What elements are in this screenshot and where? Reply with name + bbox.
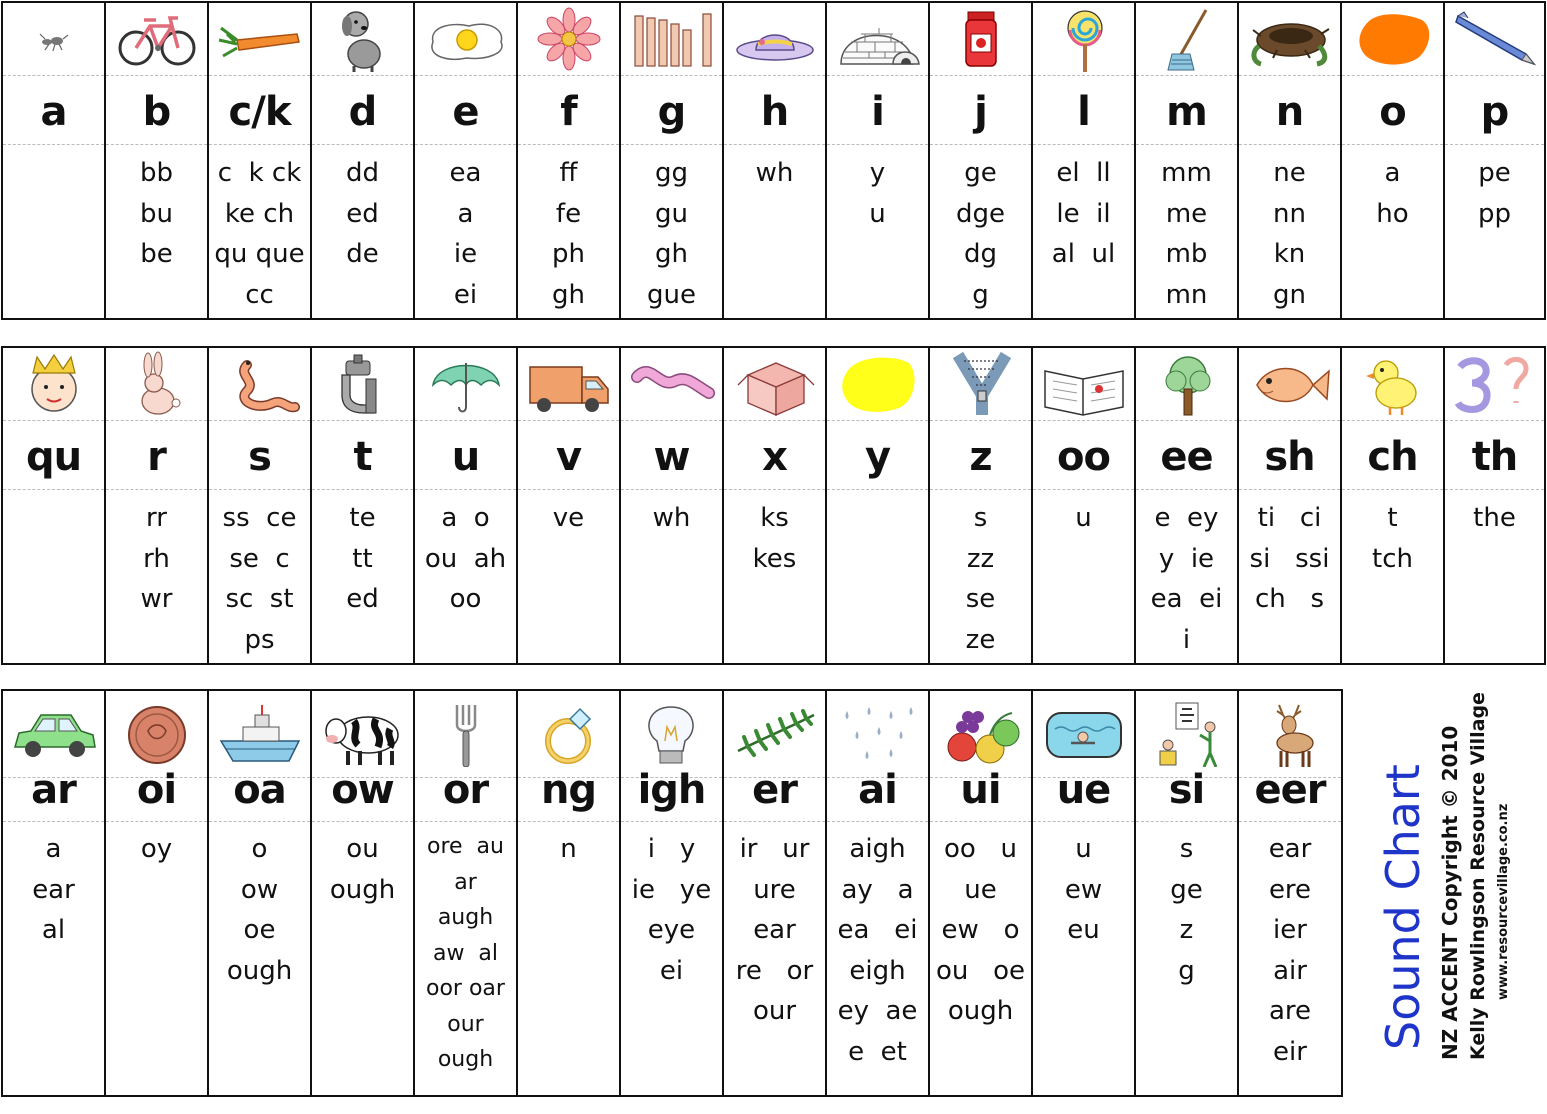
yellow-blob-icon [827, 348, 928, 420]
snake-icon [209, 348, 310, 420]
cut-line [621, 420, 722, 421]
egg-icon [415, 3, 516, 75]
cut-line [621, 144, 722, 145]
alternative-spellings: the [1473, 503, 1516, 533]
sound-card-a [3, 3, 106, 318]
mop-icon [1136, 3, 1237, 75]
cut-line [1033, 420, 1134, 421]
copyright-line: NZ ACCENT Copyright © 2010 [1438, 725, 1462, 1060]
sound-card-si [1136, 691, 1239, 1095]
sound-card-h [724, 3, 827, 318]
hat-icon [724, 3, 825, 75]
cut-line [1136, 144, 1237, 145]
zip-icon [930, 348, 1031, 420]
alternative-spellings: ge dge dg g [955, 158, 1005, 310]
alternative-spellings: gg gu gh gue [647, 158, 696, 310]
cut-line [1239, 821, 1341, 822]
alternative-spellings: ne nn kn gn [1273, 158, 1306, 310]
alternative-spellings: t tch [1372, 503, 1413, 574]
cut-line [724, 75, 825, 76]
cut-line [3, 420, 104, 421]
alternative-spellings: aigh ay a ea ei eigh ey ae e et [837, 834, 918, 1067]
sound-heading: n [1275, 89, 1304, 135]
tree-icon [1136, 348, 1237, 420]
sound-heading: ng [540, 767, 597, 813]
cut-line [312, 420, 413, 421]
cut-line [209, 821, 310, 822]
sound-heading: or [442, 767, 489, 813]
sound-heading: oo [1057, 434, 1110, 480]
sound-card-e [415, 3, 518, 318]
cut-line [1342, 144, 1443, 145]
lollipop-icon [1033, 3, 1134, 75]
box-icon [724, 348, 825, 420]
sound-heading: ow [331, 767, 394, 813]
cut-line [1239, 144, 1340, 145]
sound-heading: qu [25, 434, 82, 480]
alternative-spellings: ti ci si ssi ch s [1249, 503, 1330, 614]
cut-line [827, 420, 928, 421]
alternative-spellings: u [1075, 503, 1092, 533]
sound-heading: g [657, 89, 686, 135]
cut-line [1136, 821, 1237, 822]
cut-line [3, 75, 104, 76]
cut-line [209, 489, 310, 490]
sound-heading: sh [1264, 434, 1315, 480]
chick-icon [1342, 348, 1443, 420]
alternative-spellings: wh [652, 503, 691, 533]
cut-line [3, 821, 104, 822]
cut-line [415, 489, 516, 490]
igloo-icon [827, 3, 928, 75]
sound-card-x [724, 348, 827, 663]
sound-card-er [724, 691, 827, 1095]
cut-line [209, 75, 310, 76]
cut-line [1033, 821, 1134, 822]
alternative-spellings: s ge z g [1170, 834, 1203, 986]
sound-heading: ar [31, 767, 76, 813]
alternative-spellings: ir ur ure ear re or our [735, 834, 814, 1026]
credits-panel [1370, 690, 1547, 1090]
nest-icon [1239, 3, 1340, 75]
dog-icon [312, 3, 413, 75]
sound-card-u [415, 348, 518, 663]
alternative-spellings: rr rh wr [140, 503, 173, 614]
cut-line [312, 821, 413, 822]
bicycle-icon [106, 3, 207, 75]
sound-card-g [621, 3, 724, 318]
alternative-spellings: ea a ie ei [449, 158, 482, 310]
alternative-spellings: ff fe ph gh [552, 158, 585, 310]
sound-card-s [209, 348, 312, 663]
cut-line [827, 821, 928, 822]
cut-line [106, 144, 207, 145]
alternative-spellings: oy [140, 834, 173, 864]
ant-icon [3, 3, 104, 75]
sound-card-igh [621, 691, 724, 1095]
sound-card-i [827, 3, 930, 318]
cut-line [1239, 489, 1340, 490]
sound-heading: igh [637, 767, 706, 813]
cut-line [106, 821, 207, 822]
alternative-spellings: dd ed de [345, 158, 379, 269]
cut-line [518, 821, 619, 822]
sound-heading: m [1166, 89, 1207, 135]
sound-heading: a [40, 89, 67, 135]
cut-line [827, 144, 928, 145]
sound-row-2 [1, 346, 1546, 665]
sound-heading: eer [1254, 767, 1326, 813]
sound-heading: e [452, 89, 479, 135]
fish-icon [1239, 348, 1340, 420]
sound-card-ow [312, 691, 415, 1095]
sound-heading: ai [858, 767, 897, 813]
alternative-spellings: n [560, 834, 577, 864]
sound-card-th [1445, 348, 1544, 663]
cut-line [1445, 144, 1544, 145]
sound-heading: s [248, 434, 271, 480]
cut-line [1445, 420, 1544, 421]
sound-heading: l [1077, 89, 1090, 135]
website-line: www.resourcevillage.co.nz [1496, 803, 1511, 1000]
sound-card-l [1033, 3, 1136, 318]
tap-icon [312, 348, 413, 420]
jam-jar-icon [930, 3, 1031, 75]
sound-card-ck [209, 3, 312, 318]
sound-card-d [312, 3, 415, 318]
alternative-spellings: c k ck ke ch qu que cc [214, 158, 305, 310]
cut-line [724, 821, 825, 822]
alternative-spellings: wh [755, 158, 794, 188]
pen-icon [1445, 3, 1544, 75]
cut-line [1342, 75, 1443, 76]
sound-card-eer [1239, 691, 1341, 1095]
sound-card-o [1342, 3, 1445, 318]
alternative-spellings: a ho [1376, 158, 1409, 229]
sound-heading: er [752, 767, 797, 813]
cut-line [1033, 489, 1134, 490]
chart-title: Sound Chart [1376, 764, 1430, 1050]
alternative-spellings: ear ere ier air are eir [1268, 834, 1312, 1067]
alternative-spellings: o ow oe ough [226, 834, 293, 986]
cut-line [3, 144, 104, 145]
cut-line [518, 75, 619, 76]
sound-card-ai [827, 691, 930, 1095]
alternative-spellings: a ear al [32, 834, 75, 945]
sound-heading: oa [233, 767, 286, 813]
sound-heading: o [1379, 89, 1406, 135]
cut-line [1342, 489, 1443, 490]
sound-heading: ue [1056, 767, 1111, 813]
sound-card-ue [1033, 691, 1136, 1095]
cut-line [209, 144, 310, 145]
cut-line [827, 75, 928, 76]
rabbit-icon [106, 348, 207, 420]
sound-heading: x [762, 434, 787, 480]
cut-line [209, 420, 310, 421]
sound-card-j [930, 3, 1033, 318]
sound-card-w [621, 348, 724, 663]
sound-card-ee [1136, 348, 1239, 663]
cut-line [415, 144, 516, 145]
cut-line [1342, 420, 1443, 421]
sound-heading: c/k [228, 89, 291, 135]
cut-line [930, 489, 1031, 490]
van-icon [518, 348, 619, 420]
alternative-spellings: mm me mb mn [1161, 158, 1212, 310]
cut-line [1136, 489, 1237, 490]
author-line: Kelly Rowlingson Resource Village [1467, 692, 1489, 1060]
alternative-spellings: ou ough [329, 834, 396, 905]
cut-line [312, 489, 413, 490]
worm-icon [621, 348, 722, 420]
cut-line [106, 420, 207, 421]
sound-heading: h [760, 89, 789, 135]
sound-heading: t [353, 434, 372, 480]
cut-line [724, 489, 825, 490]
cut-line [518, 420, 619, 421]
alternative-spellings: e ey y ie ea ei i [1150, 503, 1223, 655]
sound-card-oo [1033, 348, 1136, 663]
sound-card-sh [1239, 348, 1342, 663]
sound-card-ui [930, 691, 1033, 1095]
alternative-spellings: te tt ed [346, 503, 379, 614]
cut-line [930, 75, 1031, 76]
queen-icon [3, 348, 104, 420]
cut-line [518, 489, 619, 490]
cut-line [415, 821, 516, 822]
alternative-spellings: ve [552, 503, 585, 533]
cut-line [1136, 75, 1237, 76]
sound-row-1 [1, 1, 1546, 320]
cut-line [621, 821, 722, 822]
sound-card-v [518, 348, 621, 663]
cut-line [621, 75, 722, 76]
alternative-spellings: ks kes [752, 503, 797, 574]
cut-line [312, 75, 413, 76]
alternative-spellings: pe pp [1477, 158, 1511, 229]
sound-heading: f [560, 89, 577, 135]
sound-heading: oi [136, 767, 177, 813]
cut-line [106, 489, 207, 490]
sound-card-m [1136, 3, 1239, 318]
sound-heading: th [1471, 434, 1518, 480]
sound-card-ar [3, 691, 106, 1095]
cut-line [930, 420, 1031, 421]
cut-line [1033, 144, 1134, 145]
cut-line [827, 489, 928, 490]
umbrella-icon [415, 348, 516, 420]
sound-card-n [1239, 3, 1342, 318]
cut-line [930, 144, 1031, 145]
cut-line [106, 75, 207, 76]
cut-line [621, 489, 722, 490]
sound-heading: b [142, 89, 171, 135]
sound-card-t [312, 348, 415, 663]
sound-heading: z [969, 434, 992, 480]
orange-blob-icon [1342, 3, 1443, 75]
cut-line [1239, 75, 1340, 76]
gate-icon [621, 3, 722, 75]
alternative-spellings: ore au ar augh aw al oor oar our ough [426, 834, 505, 1072]
sound-heading: w [653, 434, 690, 480]
cut-line [3, 489, 104, 490]
alternative-spellings: u ew eu [1064, 834, 1103, 945]
sound-heading: d [348, 89, 377, 135]
sound-card-y [827, 348, 930, 663]
book-icon [1033, 348, 1134, 420]
carrot-icon [209, 3, 310, 75]
sound-card-oi [106, 691, 209, 1095]
sound-card-ng [518, 691, 621, 1095]
alternative-spellings: i y ie ye eye ei [631, 834, 712, 986]
cut-line [415, 75, 516, 76]
alternative-spellings: oo u ue ew o ou oe ough [935, 834, 1026, 1026]
cut-line [1445, 489, 1544, 490]
sound-heading: i [871, 89, 884, 135]
alternative-spellings: s zz se ze [965, 503, 996, 655]
sound-card-qu [3, 348, 106, 663]
cut-line [312, 144, 413, 145]
alternative-spellings: ss ce se c sc st ps [222, 503, 297, 655]
sound-row-3 [1, 689, 1343, 1097]
cut-line [1136, 420, 1237, 421]
alternative-spellings: bb bu be [139, 158, 173, 269]
sound-heading: y [864, 434, 891, 480]
cut-line [1033, 75, 1134, 76]
cut-line [1239, 420, 1340, 421]
sound-card-f [518, 3, 621, 318]
cut-line [930, 821, 1031, 822]
sound-heading: v [555, 434, 582, 480]
cut-line [724, 144, 825, 145]
sound-heading: p [1480, 89, 1509, 135]
sound-card-b [106, 3, 209, 318]
sound-card-z [930, 348, 1033, 663]
sound-card-ch [1342, 348, 1445, 663]
flower-icon [518, 3, 619, 75]
cut-line [415, 420, 516, 421]
cut-line [518, 144, 619, 145]
cut-line [724, 420, 825, 421]
sound-heading: u [451, 434, 480, 480]
three-icon [1445, 348, 1544, 420]
sound-card-oa [209, 691, 312, 1095]
sound-card-or [415, 691, 518, 1095]
alternative-spellings: y u [869, 158, 886, 229]
sound-heading: ch [1367, 434, 1418, 480]
cut-line [1445, 75, 1544, 76]
sound-heading: ui [960, 767, 1001, 813]
sound-card-p [1445, 3, 1544, 318]
sound-heading: r [147, 434, 166, 480]
sound-heading: si [1168, 767, 1205, 813]
alternative-spellings: a o ou ah oo [424, 503, 507, 614]
alternative-spellings: el ll le il al ul [1051, 158, 1116, 269]
sound-heading: j [974, 89, 987, 135]
sound-heading: ee [1160, 434, 1213, 480]
sound-card-r [106, 348, 209, 663]
